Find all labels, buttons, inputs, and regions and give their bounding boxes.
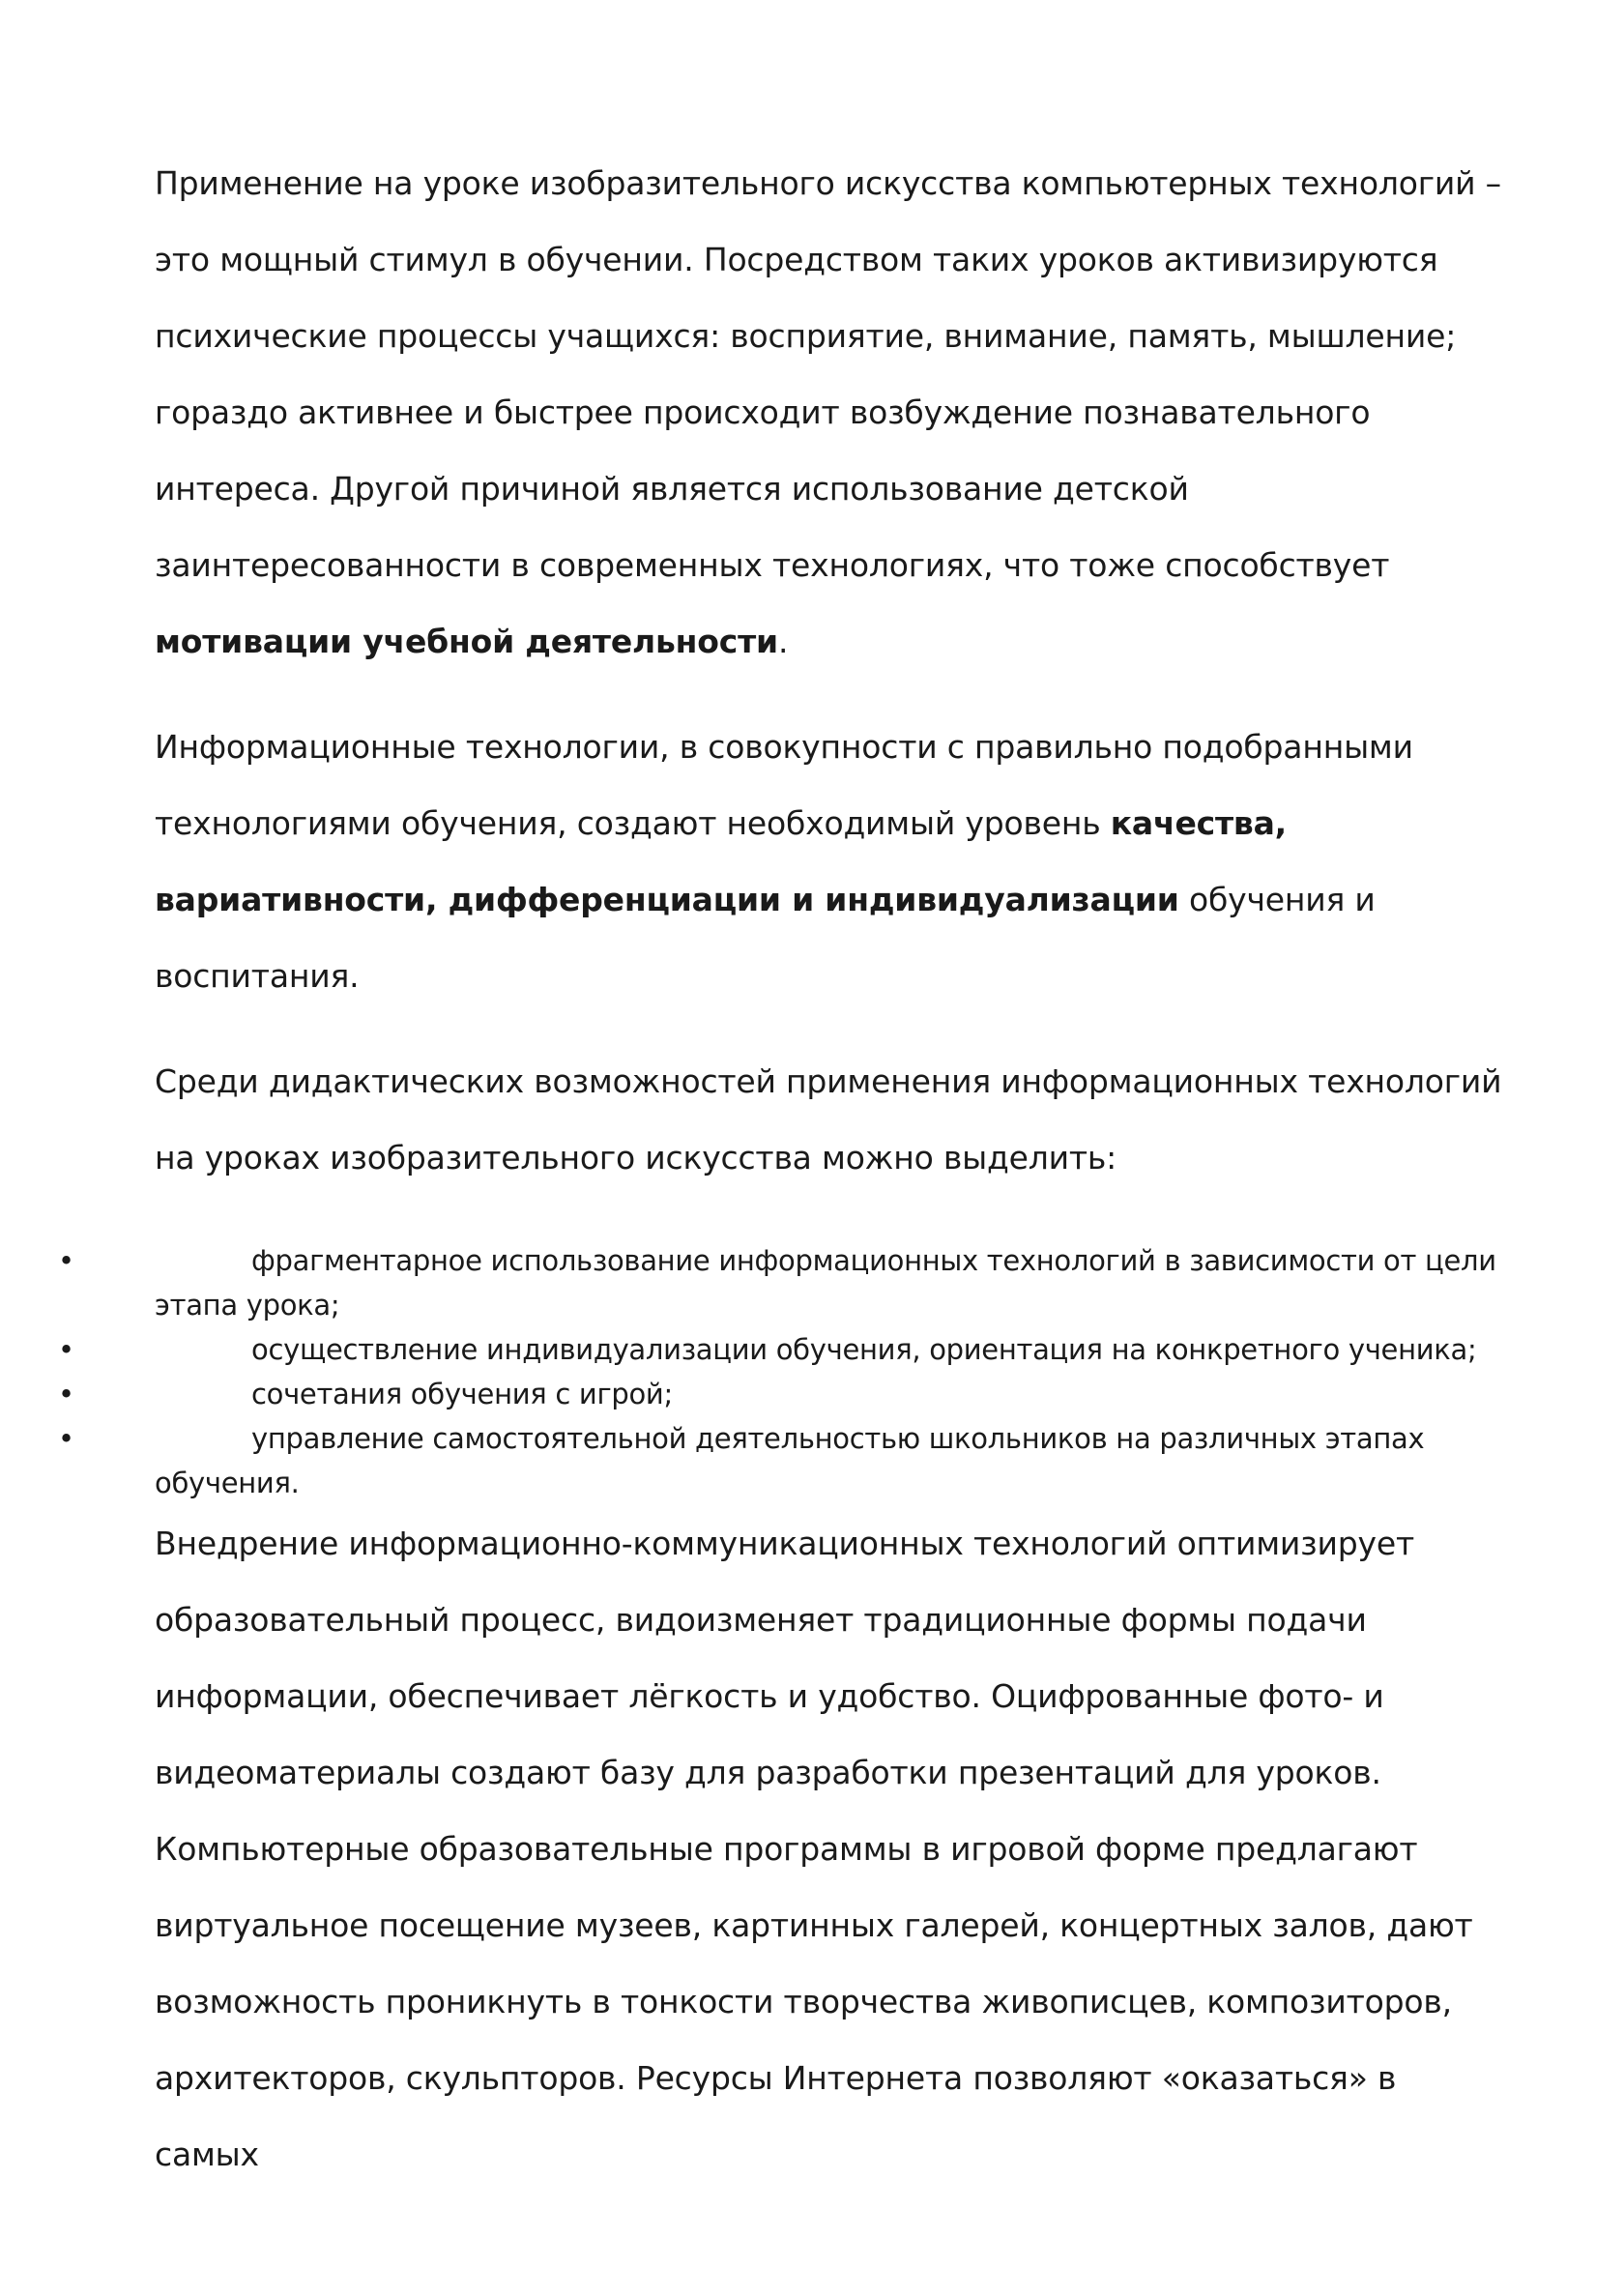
- list-item-text: фрагментарное использование информационных технологий в зависимости от цели этапа урока;: [155, 1244, 1496, 1322]
- bold-phrase: качества, вариативности, дифференциации и индивидуализации: [155, 804, 1288, 918]
- bullet-list: [58, 1238, 1508, 1505]
- bullet-icon: •: [58, 1244, 74, 1277]
- bullet-icon: •: [58, 1422, 74, 1455]
- paragraph-text-end: обучения и воспитания.: [155, 881, 1376, 995]
- list-item: [58, 1238, 1508, 1327]
- list-item: [58, 1372, 1508, 1416]
- list-item: [58, 1416, 1508, 1505]
- paragraph-didactic-possibilities: Среди дидактических возможностей применения информационных технологий на уроках изобразительного искусства можно выделить:: [155, 1062, 1502, 1177]
- document-page: [58, 145, 1508, 2193]
- bold-phrase: мотивации учебной деятельности: [155, 623, 778, 660]
- paragraph-information-technologies: [155, 709, 1508, 1014]
- paragraph-computer-technologies: [155, 145, 1508, 680]
- paragraph-text: Информационные технологии, в совокупности с правильно подобранными технологиями обучения, создают необходимый уровень: [155, 728, 1413, 842]
- list-item: [58, 1327, 1508, 1372]
- list-item-text: осуществление индивидуализации обучения, ориентация на конкретного ученика;: [251, 1333, 1477, 1366]
- list-item-text: сочетания обучения с игрой;: [251, 1378, 673, 1410]
- paragraph-ict-implementation: Внедрение информационно-коммуникационных технологий оптимизирует образовательный процесс, видоизменяет традиционные формы подачи информации, обеспечивает лёгкость и удобство. Оцифрованные фото- и видеоматериалы создают базу для разработки презентаций для уроков. Компьютерные образовательные программы в игровой форме предлагают виртуальное посещение музеев, картинных галерей, концертных залов, дают возможность проникнуть в тонкости творчества живописцев, композиторов, архитекторов, скульпторов. Ресурсы Интернета позволяют «оказаться» в самых: [155, 1525, 1473, 2173]
- list-item-text: управление самостоятельной деятельностью школьников на различных этапах обучения.: [155, 1422, 1425, 1499]
- bullet-icon: •: [58, 1333, 74, 1366]
- bullet-icon: •: [58, 1378, 74, 1410]
- paragraph-text: Применение на уроке изобразительного искусства компьютерных технологий – это мощный стимул в обучении. Посредством таких уроков активизируются психические процессы учащихся: восприятие, внимание, память, мышление; гораздо активнее и быстрее происходит возбуждение познавательного интереса. Другой причиной является использование детской заинтересованности в современных технологиях, что тоже способствует: [155, 164, 1501, 584]
- paragraph-text-end: .: [777, 623, 789, 660]
